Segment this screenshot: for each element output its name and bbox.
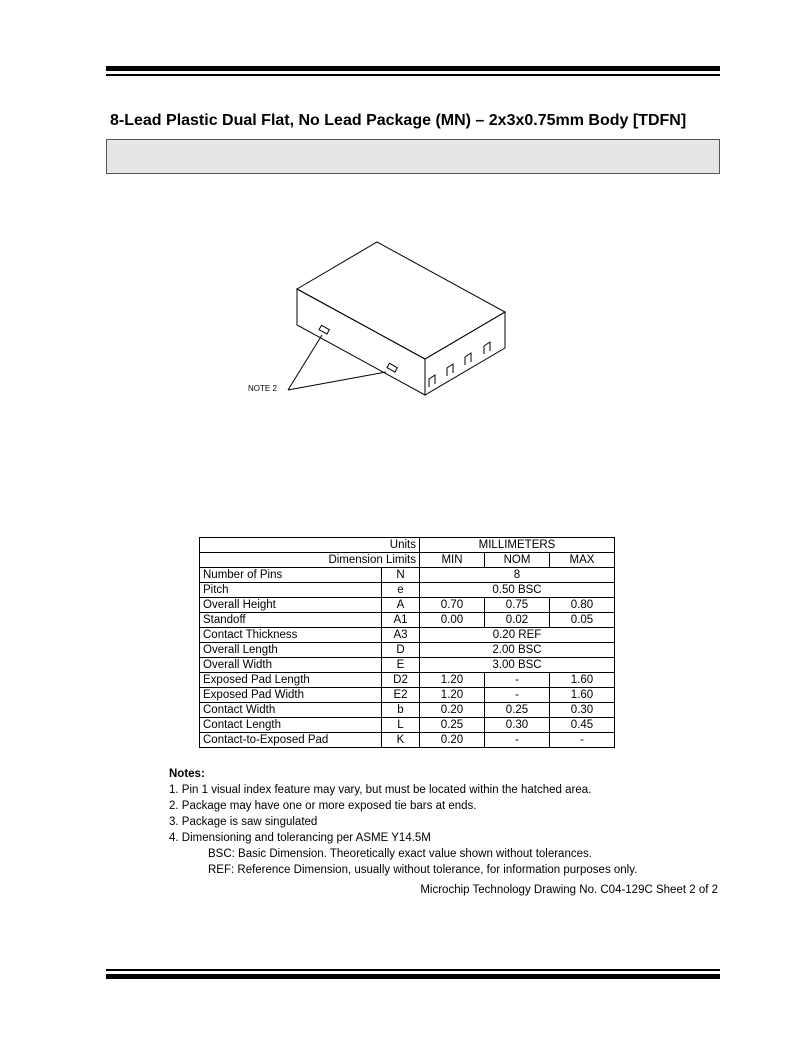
notes-heading: Notes: <box>169 768 205 780</box>
dimension-max: 1.60 <box>550 673 615 688</box>
table-header-row <box>200 538 615 553</box>
dimension-name: Overall Length <box>200 643 382 658</box>
top-rule-thick <box>106 66 720 71</box>
dimension-min: 0.00 <box>420 613 485 628</box>
dimension-min: 1.20 <box>420 688 485 703</box>
dimension-max: - <box>550 733 615 748</box>
dimension-symbol: D2 <box>382 673 420 688</box>
dimension-nom: 0.25 <box>485 703 550 718</box>
table-row <box>200 583 615 598</box>
bottom-rule-thin <box>106 969 720 971</box>
dimension-max: 1.60 <box>550 688 615 703</box>
dimension-name: Overall Width <box>200 658 382 673</box>
dimension-value: 2.00 BSC <box>420 643 615 658</box>
dimension-name: Overall Height <box>200 598 382 613</box>
dimension-nom: 0.02 <box>485 613 550 628</box>
dimension-symbol: E <box>382 658 420 673</box>
note2-leader-2 <box>288 372 386 390</box>
dimension-symbol: b <box>382 703 420 718</box>
dimension-name: Exposed Pad Width <box>200 688 382 703</box>
dimension-value: 3.00 BSC <box>420 658 615 673</box>
dimension-min: 0.20 <box>420 733 485 748</box>
col-max-header: MAX <box>550 553 615 568</box>
table-row <box>200 688 615 703</box>
note-item: 1. Pin 1 visual index feature may vary, but must be located within the hatched area. <box>169 784 592 796</box>
lead-3 <box>465 353 471 365</box>
dimension-nom: - <box>485 673 550 688</box>
dimension-name: Contact Thickness <box>200 628 382 643</box>
note-sub-item: REF: Reference Dimension, usually without tolerance, for information purposes only. <box>208 864 638 876</box>
dimension-symbol: K <box>382 733 420 748</box>
package-left-face <box>297 289 425 395</box>
table-header-row <box>200 553 615 568</box>
notes-section <box>169 766 637 878</box>
dimension-min: 0.20 <box>420 703 485 718</box>
dimension-name: Exposed Pad Length <box>200 673 382 688</box>
dimension-symbol: e <box>382 583 420 598</box>
limits-label: Dimension Limits <box>200 553 420 568</box>
table-row <box>200 628 615 643</box>
table-row <box>200 613 615 628</box>
dimension-symbol: A <box>382 598 420 613</box>
dimension-min: 0.70 <box>420 598 485 613</box>
dimension-max: 0.05 <box>550 613 615 628</box>
drawing-number: Microchip Technology Drawing No. C04-129C Sheet 2 of 2 <box>420 884 718 896</box>
table-row <box>200 703 615 718</box>
note2-label: NOTE 2 <box>248 384 277 393</box>
lead-2 <box>447 364 453 376</box>
dimension-max: 0.30 <box>550 703 615 718</box>
units-value: MILLIMETERS <box>420 538 615 553</box>
pin1-mark-left <box>319 325 329 334</box>
dimension-nom: - <box>485 688 550 703</box>
dimension-nom: - <box>485 733 550 748</box>
table-row <box>200 673 615 688</box>
dimension-symbol: A3 <box>382 628 420 643</box>
table-row <box>200 643 615 658</box>
table-row <box>200 733 615 748</box>
top-rule-thin <box>106 74 720 76</box>
package-right-face <box>425 312 505 395</box>
table-row <box>200 658 615 673</box>
package-drawing <box>240 235 520 405</box>
note-banner <box>106 139 720 174</box>
note-item: 2. Package may have one or more exposed tie bars at ends. <box>169 800 477 812</box>
table-row <box>200 598 615 613</box>
dimension-symbol: L <box>382 718 420 733</box>
note-sub-item: BSC: Basic Dimension. Theoretically exact value shown without tolerances. <box>208 848 592 860</box>
dimension-name: Contact Length <box>200 718 382 733</box>
note-item: 3. Package is saw singulated <box>169 816 318 828</box>
dimension-name: Number of Pins <box>200 568 382 583</box>
dimension-symbol: D <box>382 643 420 658</box>
lead-1 <box>429 375 435 387</box>
table-row <box>200 718 615 733</box>
dimension-value: 0.50 BSC <box>420 583 615 598</box>
col-nom-header: NOM <box>485 553 550 568</box>
dimension-name: Pitch <box>200 583 382 598</box>
dimension-symbol: N <box>382 568 420 583</box>
dimension-min: 1.20 <box>420 673 485 688</box>
note-item: 4. Dimensioning and tolerancing per ASME Y14.5M <box>169 832 431 844</box>
page-title: 8-Lead Plastic Dual Flat, No Lead Package (MN) – 2x3x0.75mm Body [TDFN] <box>110 112 687 129</box>
dimension-name: Contact-to-Exposed Pad <box>200 733 382 748</box>
dimension-name: Standoff <box>200 613 382 628</box>
dimension-table <box>199 537 615 748</box>
dimension-value: 8 <box>420 568 615 583</box>
dimension-name: Contact Width <box>200 703 382 718</box>
package-top-face <box>297 242 505 359</box>
dimension-max: 0.80 <box>550 598 615 613</box>
dimension-symbol: A1 <box>382 613 420 628</box>
units-label: Units <box>200 538 420 553</box>
dimension-symbol: E2 <box>382 688 420 703</box>
pin1-mark-right <box>387 363 397 372</box>
dimension-nom: 0.30 <box>485 718 550 733</box>
note2-leader-1 <box>288 335 322 390</box>
col-min-header: MIN <box>420 553 485 568</box>
bottom-rule-thick <box>106 974 720 979</box>
dimension-value: 0.20 REF <box>420 628 615 643</box>
dimension-min: 0.25 <box>420 718 485 733</box>
dimension-max: 0.45 <box>550 718 615 733</box>
table-row <box>200 568 615 583</box>
lead-4 <box>484 342 490 354</box>
dimension-nom: 0.75 <box>485 598 550 613</box>
